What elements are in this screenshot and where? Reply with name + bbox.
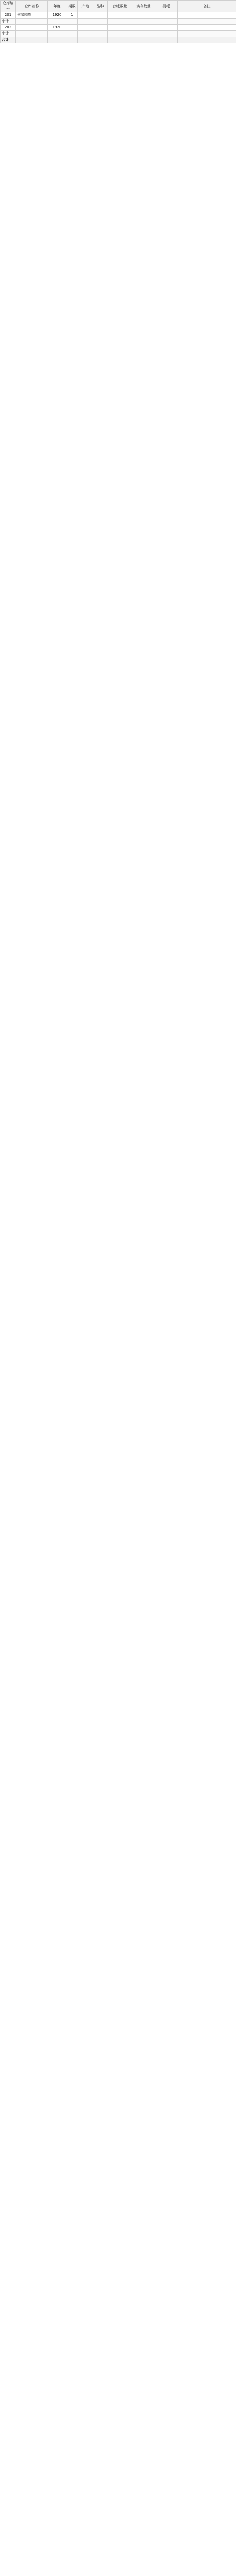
table-row bbox=[1, 25, 236, 31]
header-year: 年度 bbox=[48, 1, 66, 12]
warehouse-name-cell: 何家园库 bbox=[16, 12, 48, 19]
header-period: 期数 bbox=[66, 1, 78, 12]
year-cell: 1920 bbox=[48, 12, 66, 19]
header-book-qty: 台帐数量 bbox=[108, 1, 132, 12]
header-note: 备注 bbox=[178, 1, 236, 12]
grand-total-label: 合计 bbox=[1, 37, 16, 43]
origin-cell bbox=[78, 25, 93, 31]
book-qty-cell bbox=[108, 25, 132, 31]
subtotal-actual-qty bbox=[132, 19, 155, 25]
subtotal-loss bbox=[155, 19, 178, 25]
variety-cell bbox=[93, 12, 108, 19]
warehouse-code-cell: 202 bbox=[1, 25, 16, 31]
grand-total-loss bbox=[155, 37, 178, 43]
grand-total-actual-qty bbox=[132, 37, 155, 43]
table-body bbox=[1, 12, 236, 43]
origin-cell bbox=[78, 12, 93, 19]
subtotal-note bbox=[178, 19, 236, 25]
origin-cell bbox=[78, 37, 93, 43]
variety-cell bbox=[93, 25, 108, 31]
period-cell: 1 bbox=[66, 25, 78, 31]
variety-cell bbox=[93, 19, 108, 25]
header-warehouse-name: 仓库名称 bbox=[16, 1, 48, 12]
origin-cell bbox=[78, 19, 93, 25]
inventory-table bbox=[0, 0, 236, 43]
header-warehouse-code: 仓库编号 bbox=[1, 1, 16, 12]
header-row bbox=[1, 1, 236, 12]
year-cell bbox=[48, 31, 66, 37]
header-actual-qty: 实存数量 bbox=[132, 1, 155, 12]
warehouse-name-cell bbox=[16, 25, 48, 31]
note-cell bbox=[178, 25, 236, 31]
period-cell bbox=[66, 31, 78, 37]
year-cell: 1920 bbox=[48, 25, 66, 31]
subtotal-row bbox=[1, 19, 236, 25]
year-cell bbox=[48, 19, 66, 25]
subtotal-label: 小计 bbox=[1, 31, 16, 37]
loss-cell bbox=[155, 25, 178, 31]
warehouse-name-cell bbox=[16, 19, 48, 25]
period-cell: 1 bbox=[66, 12, 78, 19]
variety-cell bbox=[93, 37, 108, 43]
grand-total-row bbox=[1, 37, 236, 43]
subtotal-note bbox=[178, 31, 236, 37]
header-loss: 损耗 bbox=[155, 1, 178, 12]
grand-total-book-qty bbox=[108, 37, 132, 43]
subtotal-book-qty bbox=[108, 19, 132, 25]
subtotal-loss bbox=[155, 31, 178, 37]
warehouse-name-cell bbox=[16, 31, 48, 37]
note-cell bbox=[178, 12, 236, 19]
subtotal-book-qty bbox=[108, 31, 132, 37]
subtotal-actual-qty bbox=[132, 31, 155, 37]
grand-total-note bbox=[178, 37, 236, 43]
warehouse-code-cell: 201 bbox=[1, 12, 16, 19]
period-cell bbox=[66, 19, 78, 25]
subtotal-label: 小计 bbox=[1, 19, 16, 25]
loss-cell bbox=[155, 12, 178, 19]
year-cell bbox=[48, 37, 66, 43]
subtotal-row bbox=[1, 31, 236, 37]
variety-cell bbox=[93, 31, 108, 37]
actual-qty-cell bbox=[132, 25, 155, 31]
period-cell bbox=[66, 37, 78, 43]
actual-qty-cell bbox=[132, 12, 155, 19]
table-row bbox=[1, 12, 236, 19]
header-variety: 品种 bbox=[93, 1, 108, 12]
book-qty-cell bbox=[108, 12, 132, 19]
warehouse-name-cell bbox=[16, 37, 48, 43]
origin-cell bbox=[78, 31, 93, 37]
header-origin: 产地 bbox=[78, 1, 93, 12]
